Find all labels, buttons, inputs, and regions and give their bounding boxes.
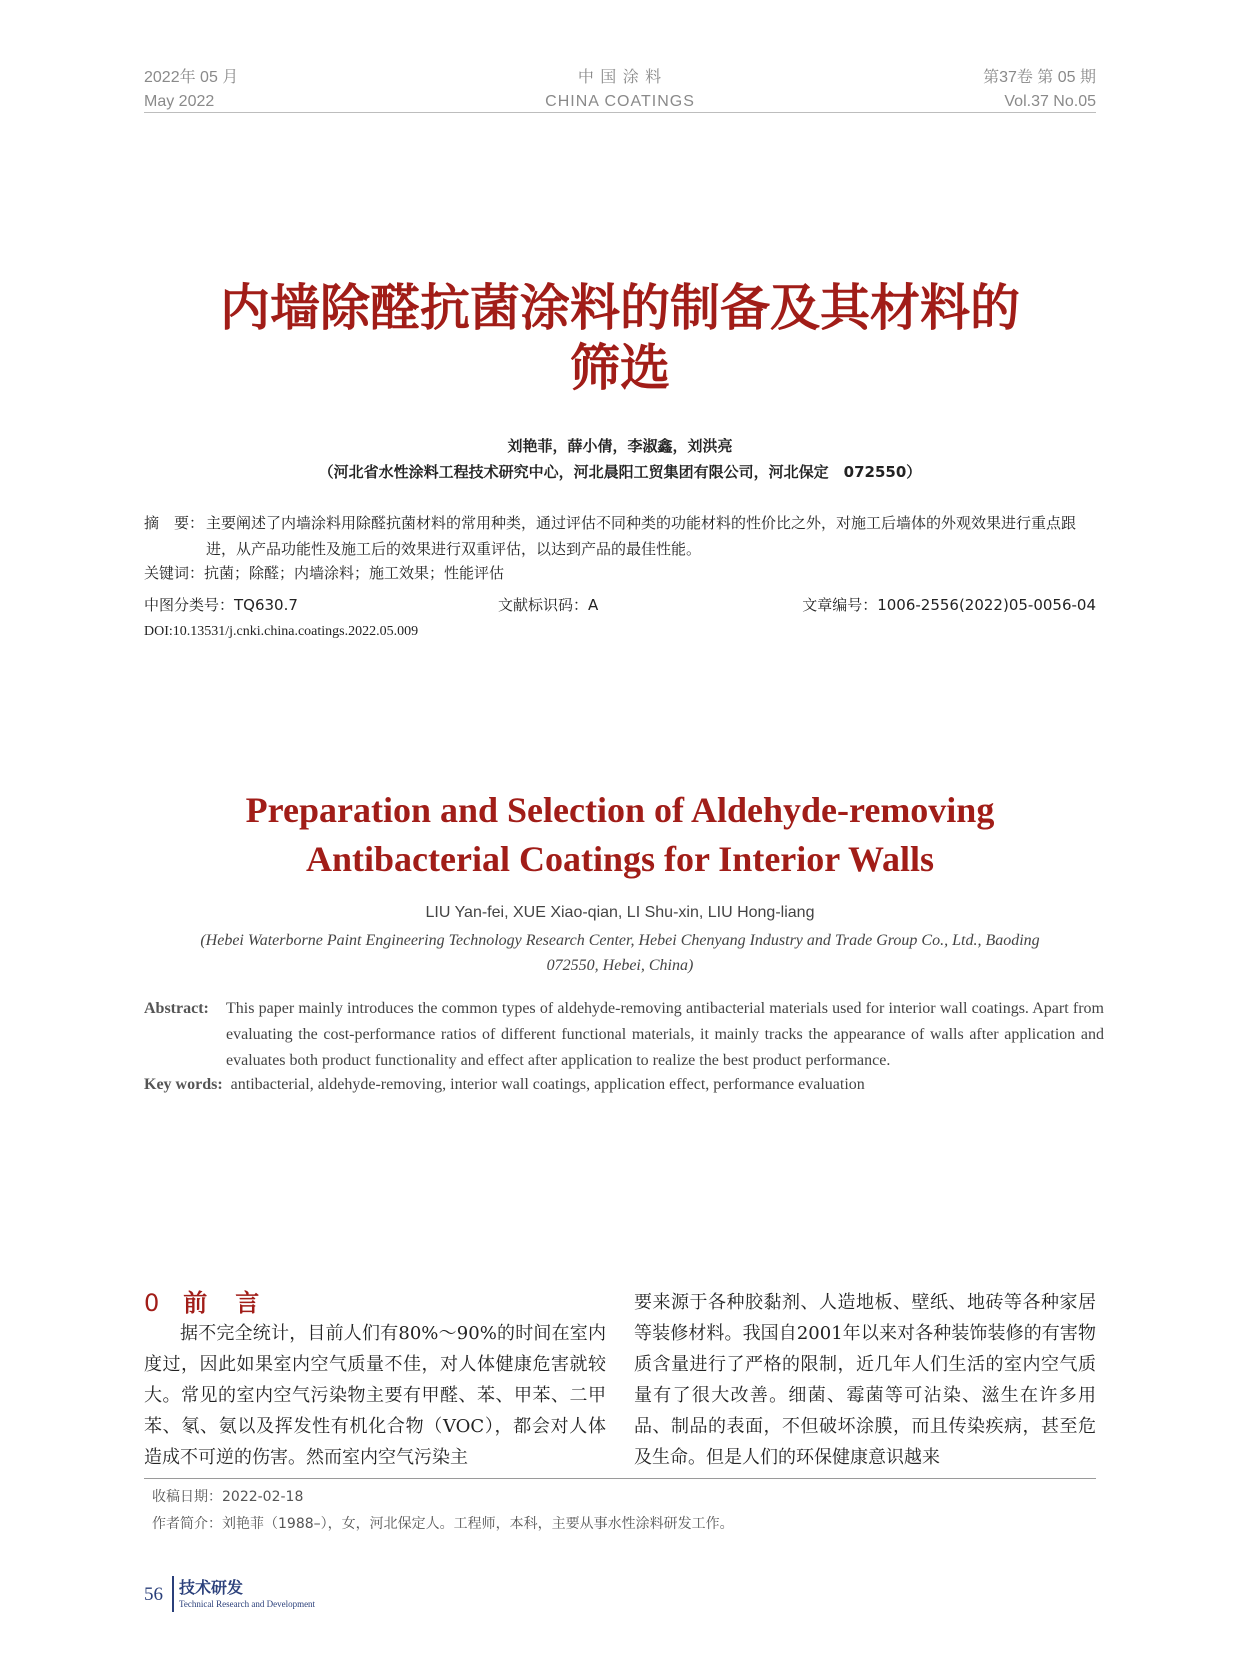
keywords-cn: 关键词：抗菌；除醛；内墙涂料；施工效果；性能评估	[144, 564, 505, 582]
title-cn-line2: 筛选	[570, 339, 670, 397]
abstract-cn-label: 摘 要：	[144, 514, 205, 532]
body-column-left: 据不完全统计，目前人们有80%～90%的时间在室内度过，因此如果室内空气质量不佳，对人体健康危害就较大。常见的室内空气污染物主要有甲醛、苯、甲苯、二甲苯、氡、氨以及挥发性有机化合物（VOC），都会对人体造成不可逆的伤害。然而室内空气污染主	[144, 1323, 606, 1468]
header-journal-en: CHINA COATINGS	[545, 93, 695, 110]
doi: DOI:10.13531/j.cnki.china.coatings.2022.05.009	[144, 624, 419, 639]
title-en-line1: Preparation and Selection of Aldehyde-removing	[245, 790, 995, 830]
affiliation-cn: （河北省水性涂料工程技术研究中心，河北晨阳工贸集团有限公司，河北保定 072550）	[318, 463, 922, 481]
authors-en: LIU Yan-fei, XUE Xiao-qian, LI Shu-xin, LIU Hong-liang	[425, 904, 815, 921]
header-volume-cn: 第37卷 第 05 期	[983, 69, 1096, 86]
header-journal-cn: 中 国 涂 料	[577, 69, 663, 86]
title-cn-line1: 内墙除醛抗菌涂料的制备及其材料的	[220, 279, 1020, 337]
document-code: 文献标识码：A	[498, 596, 599, 614]
footnote-author-bio: 作者简介：刘艳菲（1988–），女，河北保定人。工程师，本科，主要从事水性涂料研发工作。	[152, 1516, 734, 1532]
abstract-en	[144, 996, 1104, 1074]
section-number: 0	[144, 1289, 162, 1317]
abstract-en-label: Abstract:	[144, 1000, 209, 1017]
footnote-received-date: 收稿日期：2022-02-18	[152, 1489, 304, 1505]
section-title: 前 言	[183, 1289, 262, 1317]
keywords-en	[144, 1076, 865, 1094]
title-cn	[144, 278, 1096, 398]
authors-cn: 刘艳菲，薛小倩，李淑鑫，刘洪亮	[507, 437, 733, 455]
affiliation-en: (Hebei Waterborne Paint Engineering Technology Research Center, Hebei Chenyang Industry and Trade Group Co., Ltd., Baoding 072550, Hebei, China)	[200, 932, 1040, 974]
title-en-line2: Antibacterial Coatings for Interior Walls	[306, 839, 934, 879]
footnote-divider	[144, 1478, 1096, 1479]
body-column-right: 要来源于各种胶黏剂、人造地板、壁纸、地砖等各种家居等装修材料。我国自2001年以来对各种装饰装修的有害物质含量进行了严格的限制，近几年人们生活的室内空气质量有了很大改善。细菌、霉菌等可沾染、滋生在许多用品、制品的表面，不但破坏涂膜，而且传染疾病，甚至危及生命。但是人们的环保健康意识越来	[634, 1292, 1096, 1468]
title-en	[144, 786, 1096, 884]
footer-section-en: Technical Research and Development	[179, 1599, 316, 1609]
article-number: 文章编号：1006-2556(2022)05-0056-04	[802, 596, 1096, 614]
header-date-cn: 2022年 05 月	[144, 69, 239, 86]
keywords-en-text: antibacterial, aldehyde-removing, interior wall coatings, application effect, performance evaluation	[230, 1076, 865, 1093]
footer-section-cn: 技术研发	[179, 1578, 244, 1597]
clc-number: 中图分类号：TQ630.7	[144, 596, 298, 614]
keywords-en-label: Key words:	[144, 1076, 223, 1093]
header-volume-en: Vol.37 No.05	[1004, 93, 1096, 110]
abstract-cn-text: 主要阐述了内墙涂料用除醛抗菌材料的常用种类，通过评估不同种类的功能材料的性价比之外，对施工后墙体的外观效果进行重点跟进，从产品功能性及施工后的效果进行双重评估，以达到产品的最佳性能。	[206, 514, 1077, 558]
page-number: 56	[144, 1584, 163, 1605]
section-heading	[144, 1283, 261, 1318]
header-date-en: May 2022	[144, 93, 215, 110]
footer-section-bar	[172, 1576, 174, 1612]
header-divider	[144, 112, 1096, 113]
abstract-cn	[144, 510, 1096, 562]
header-volume	[983, 66, 1096, 114]
abstract-en-text: This paper mainly introduces the common types of aldehyde-removing antibacterial materials used for interior wall coatings. Apart from evaluating the cost-performance ratios of different functional materials, it mainly tracks the appearance of walls after application and evaluates both product functionality and effect after application to realize the best product performance.	[226, 1000, 1104, 1069]
